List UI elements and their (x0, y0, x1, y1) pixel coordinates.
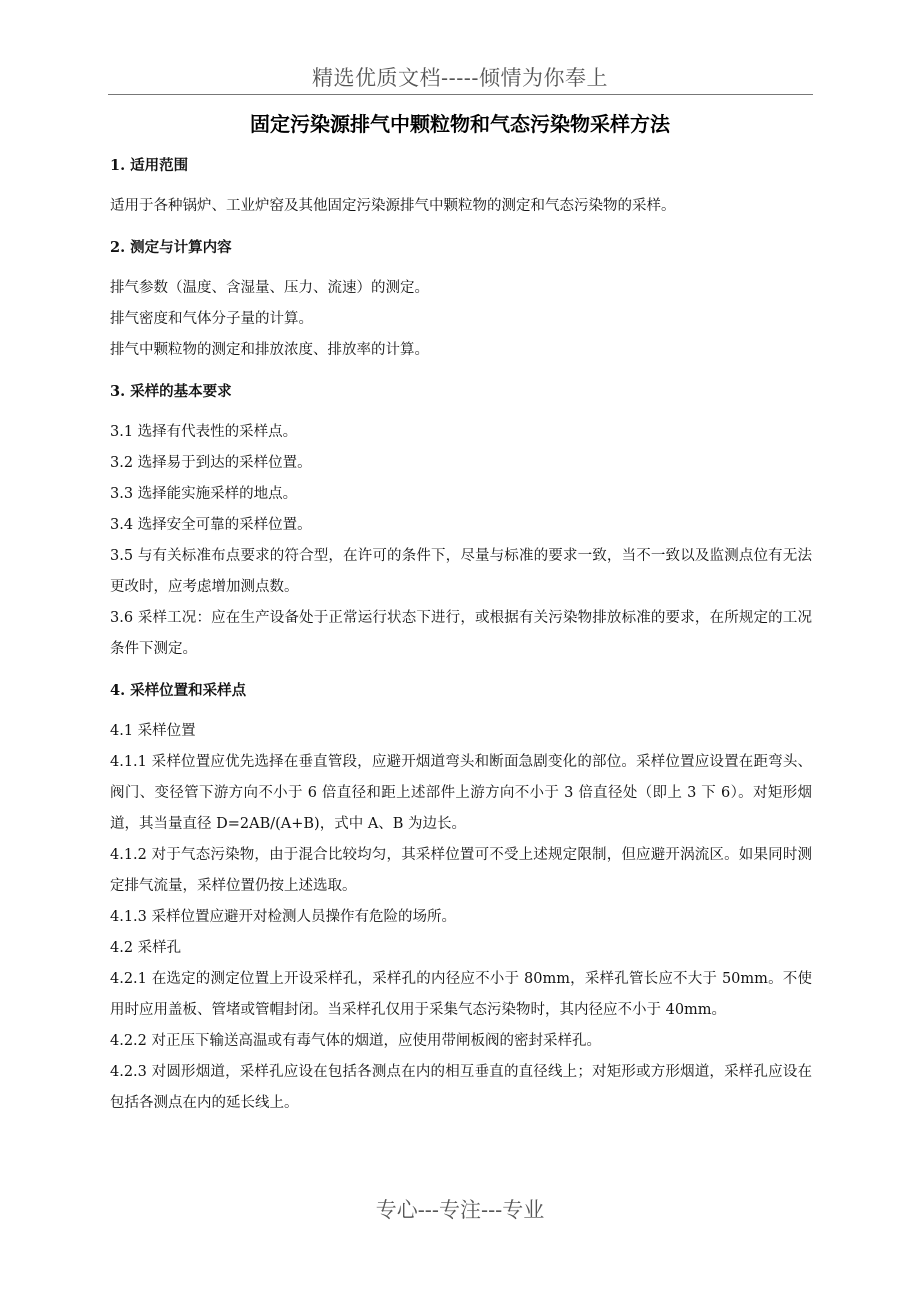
section-4-1-1: 4.1.1 采样位置应优先选择在垂直管段，应避开烟道弯头和断面急剧变化的部位。采样位置应设置在距弯头、阀门、变径管下游方向不小于 6 倍直径和距上述部件上游方向不小于 3 倍直径处（即上 3 下 6）。对矩形烟道，其当量直径 D=2AB/(A+B)，式中 A、B 为边长。 (110, 754, 812, 832)
section-3-item-4: 3.4 选择安全可靠的采样位置。 (110, 517, 312, 533)
section-3-item-5: 3.5 与有关标准布点要求的符合型，在许可的条件下，尽量与标准的要求一致，当不一致以及监测点位有无法更改时，应考虑增加测点数。 (110, 548, 812, 595)
section-3-item-3: 3.3 选择能实施采样的地点。 (110, 486, 298, 502)
page-footer: 专心---专注---专业 (375, 1198, 545, 1222)
document-body (110, 150, 812, 1119)
section-4-1-heading: 4.1 采样位置 (110, 723, 196, 739)
section-2-heading: 2. 测定与计算内容 (110, 239, 232, 256)
section-4-2-heading: 4.2 采样孔 (110, 940, 182, 956)
section-4-heading: 4. 采样位置和采样点 (110, 682, 247, 699)
section-1-paragraph: 适用于各种锅炉、工业炉窑及其他固定污染源排气中颗粒物的测定和气态污染物的采样。 (110, 198, 676, 214)
section-4-1-2: 4.1.2 对于气态污染物，由于混合比较均匀，其采样位置可不受上述规定限制，但应避开涡流区。如果同时测定排气流量，采样位置仍按上述选取。 (110, 847, 812, 894)
section-4-2-3: 4.2.3 对圆形烟道，采样孔应设在包括各测点在内的相互垂直的直径线上；对矩形或方形烟道，采样孔应设在包括各测点在内的延长线上。 (110, 1064, 812, 1111)
page-header: 精选优质文档-----倾情为你奉上 (312, 66, 608, 90)
section-4-2-2: 4.2.2 对正压下输送高温或有毒气体的烟道，应使用带闸板阀的密封采样孔。 (110, 1033, 602, 1049)
section-3-item-1: 3.1 选择有代表性的采样点。 (110, 424, 298, 440)
document-title: 固定污染源排气中颗粒物和气态污染物采样方法 (250, 112, 670, 136)
section-4-2-1: 4.2.1 在选定的测定位置上开设采样孔，采样孔的内径应不小于 80mm，采样孔管长应不大于 50mm。不使用时应用盖板、管堵或管帽封闭。当采样孔仅用于采集气态污染物时，其内径应不小于 40mm。 (110, 971, 812, 1018)
section-3-item-2: 3.2 选择易于到达的采样位置。 (110, 455, 312, 471)
section-2-paragraph-2: 排气密度和气体分子量的计算。 (110, 311, 313, 327)
section-3-heading: 3. 采样的基本要求 (110, 383, 232, 400)
section-2-paragraph-3: 排气中颗粒物的测定和排放浓度、排放率的计算。 (110, 342, 429, 358)
section-3-item-6: 3.6 采样工况：应在生产设备处于正常运行状态下进行，或根据有关污染物排放标准的要求，在所规定的工况条件下测定。 (110, 610, 812, 657)
header-divider (108, 94, 813, 95)
section-2-paragraph-1: 排气参数（温度、含湿量、压力、流速）的测定。 (110, 280, 429, 296)
section-1-heading: 1. 适用范围 (110, 157, 189, 174)
section-4-1-3: 4.1.3 采样位置应避开对检测人员操作有危险的场所。 (110, 909, 457, 925)
